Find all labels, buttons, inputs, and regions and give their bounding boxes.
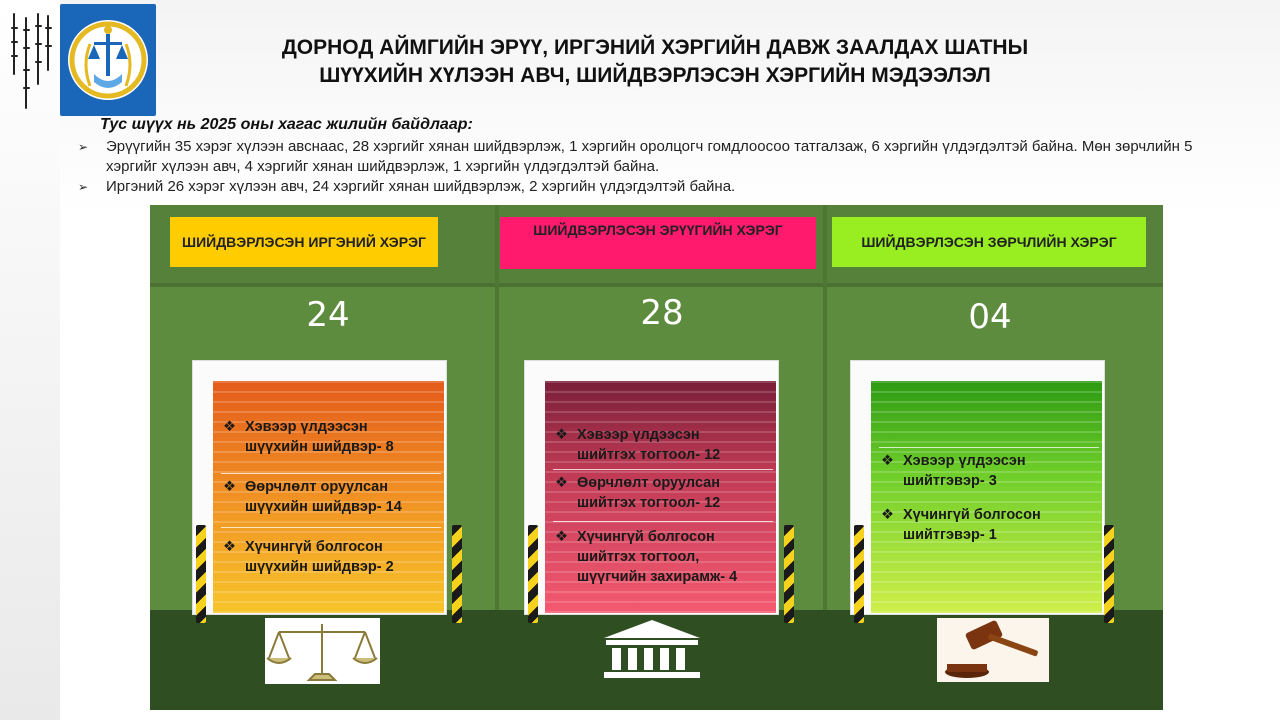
- scales-icon: [265, 618, 380, 684]
- summary-bullets: [78, 137, 1193, 197]
- door-item: [223, 537, 441, 577]
- hazard-post: [854, 525, 864, 623]
- item-line: Хүчингүй болгосон: [577, 529, 715, 545]
- diamond-bullet-icon: ❖: [223, 539, 236, 555]
- violation-door-frame: [850, 360, 1105, 615]
- title-line-1: ДОРНОД АЙМГИЙН ЭРҮҮ, ИРГЭНИЙ ХЭРГИЙН ДАВЖ ЗААЛДАХ ШАТНЫ: [281, 36, 1029, 59]
- violation-door: [871, 381, 1102, 613]
- civil-cases-count: 24: [306, 295, 350, 335]
- item-line: Хэвээр үлдээсэн: [577, 427, 700, 443]
- hazard-post: [1104, 525, 1114, 623]
- item-line: Өөрчлөлт оруулсан: [577, 475, 721, 491]
- gavel-icon: [937, 618, 1049, 682]
- violation-cases-label: ШИЙДВЭРЛЭСЭН ЗӨРЧЛИЙН ХЭРЭГ: [832, 217, 1146, 267]
- item-line: шийтгэх тогтоол,: [577, 549, 700, 565]
- page-title: [180, 34, 1130, 90]
- item-line: шийтгэх тогтоол- 12: [577, 495, 721, 511]
- door-item: [555, 425, 773, 465]
- criminal-door-frame: [524, 360, 779, 615]
- hazard-post: [784, 525, 794, 623]
- item-line: шүүхийн шийдвэр- 8: [245, 439, 394, 455]
- wall-divider: [823, 205, 827, 630]
- item-line: шийтгэх тогтоол- 12: [577, 447, 721, 463]
- arrow-bullet-icon: ➢: [78, 180, 89, 194]
- diamond-bullet-icon: ❖: [881, 507, 894, 523]
- garage-infographic: [150, 205, 1163, 710]
- criminal-cases-label: ШИЙДВЭРЛЭСЭН ЭРҮҮГИЙН ХЭРЭГ: [500, 217, 816, 269]
- arrow-bullet-icon: ➢: [78, 140, 89, 154]
- civil-cases-label: ШИЙДВЭРЛЭСЭН ИРГЭНИЙ ХЭРЭГ: [170, 217, 438, 267]
- item-line: шийтгэвэр- 1: [903, 527, 997, 543]
- item-line: Хүчингүй болгосон: [245, 539, 383, 555]
- separator: [221, 473, 441, 474]
- diamond-bullet-icon: ❖: [881, 453, 894, 469]
- diamond-bullet-icon: ❖: [555, 475, 568, 491]
- separator: [879, 447, 1099, 448]
- item-line: шүүхийн шийдвэр- 14: [245, 499, 402, 515]
- violation-cases-count: 04: [968, 297, 1012, 337]
- intro-text: Тус шүүх нь 2025 оны хагас жилийн байдлаар:: [100, 116, 473, 133]
- separator: [553, 469, 773, 470]
- separator: [553, 521, 773, 522]
- item-line: шүүхийн шийдвэр- 2: [245, 559, 394, 575]
- diamond-bullet-icon: ❖: [555, 529, 568, 545]
- item-line: Хэвээр үлдээсэн: [245, 419, 368, 435]
- emblem-icon: [60, 4, 156, 116]
- criminal-cases-count: 28: [640, 293, 684, 333]
- door-item: [881, 505, 1099, 545]
- hazard-post: [452, 525, 462, 623]
- wall-divider: [495, 205, 499, 630]
- civil-door-frame: [192, 360, 447, 615]
- diamond-bullet-icon: ❖: [223, 419, 236, 435]
- item-line: Хэвээр үлдээсэн: [903, 453, 1026, 469]
- court-emblem-logo: [60, 4, 156, 116]
- item-line: Өөрчлөлт оруулсан: [245, 479, 389, 495]
- civil-door: [213, 381, 444, 613]
- left-strip: [0, 0, 60, 720]
- door-item: [881, 451, 1099, 491]
- hazard-post: [196, 525, 206, 623]
- bullet-text: Эрүүгийн 35 хэрэг хүлээн авснаас, 28 хэргийг хянан шийдвэрлэж, 1 хэргийн оролцогч гомдлоосоо татгалзаж, 6 хэргийн үлдэгдэлтэй байна. Мөн зөрчлийн 5 хэргийг хүлээн авч, 4 хэргийг хянан шийдвэрлэж, 1 хэргийн үлдэгдэлтэй байна.: [106, 138, 1193, 175]
- hazard-post: [528, 525, 538, 623]
- item-line: шийтгэвэр- 3: [903, 473, 997, 489]
- diamond-bullet-icon: ❖: [223, 479, 236, 495]
- criminal-door: [545, 381, 776, 613]
- bullet-text: Иргэний 26 хэрэг хүлээн авч, 24 хэргийг хянан шийдвэрлэж, 2 хэргийн үлдэгдэлтэй байна.: [106, 178, 736, 195]
- door-item: [555, 527, 773, 587]
- diamond-bullet-icon: ❖: [555, 427, 568, 443]
- title-line-2: ШҮҮХИЙН ХҮЛЭЭН АВЧ, ШИЙДВЭРЛЭСЭН ХЭРГИЙН МЭДЭЭЛЭЛ: [319, 64, 991, 87]
- bullet-item: [78, 137, 1193, 177]
- door-item: [555, 473, 773, 513]
- door-item: [223, 417, 441, 457]
- item-line: шүүгчийн захирамж- 4: [577, 569, 738, 585]
- mongol-script-logo: [6, 8, 54, 128]
- item-line: Хүчингүй болгосон: [903, 507, 1041, 523]
- bullet-item: [78, 177, 1193, 197]
- separator: [221, 527, 441, 528]
- courthouse-icon: [600, 618, 705, 680]
- door-item: [223, 477, 441, 517]
